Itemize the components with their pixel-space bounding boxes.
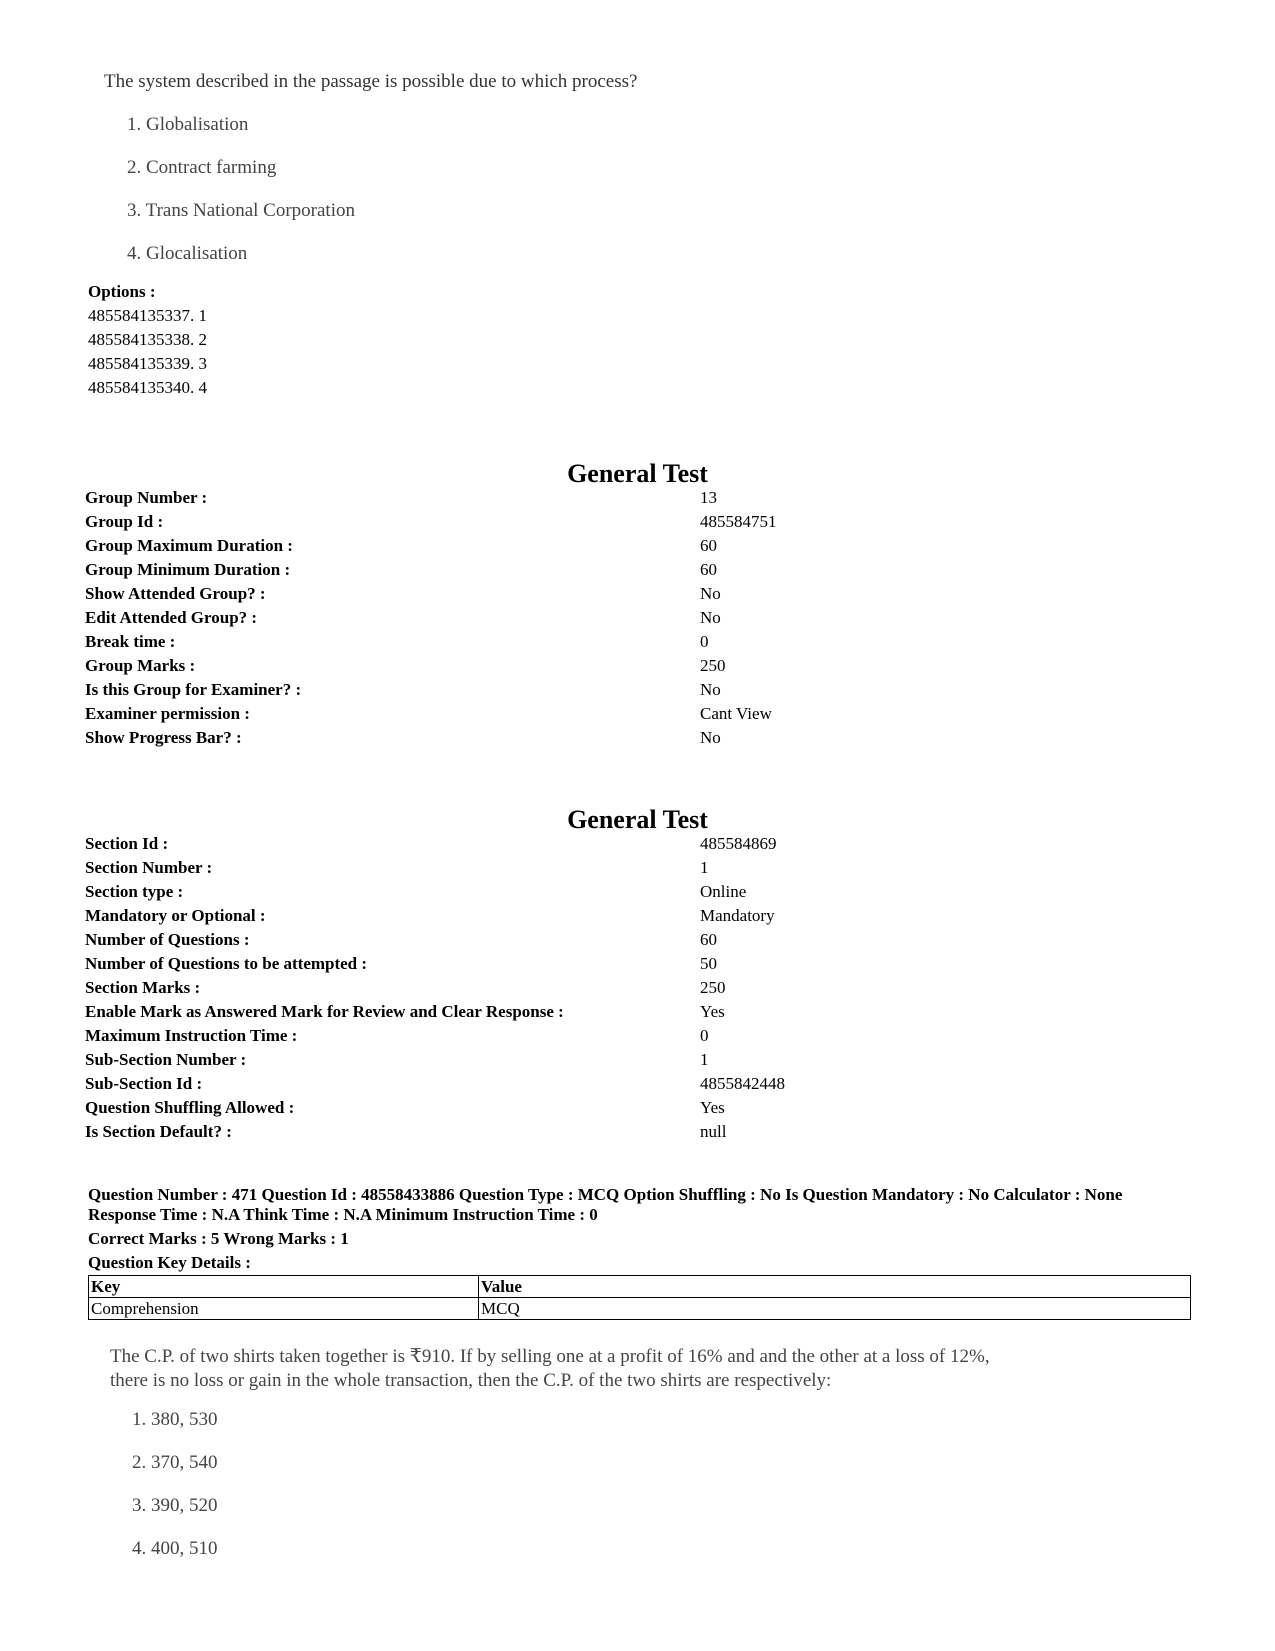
group-value: 485584751 bbox=[700, 512, 777, 531]
option-id-1: 485584135337. 1 bbox=[88, 306, 207, 325]
group-value: 13 bbox=[700, 488, 717, 507]
group-value: No bbox=[700, 584, 721, 603]
question2-choice-4: 4. 400, 510 bbox=[132, 1538, 218, 1559]
group-label: Break time : bbox=[85, 632, 176, 651]
group-value: No bbox=[700, 608, 721, 627]
question-marks: Correct Marks : 5 Wrong Marks : 1 bbox=[88, 1229, 349, 1248]
section-label: Number of Questions to be attempted : bbox=[85, 954, 368, 973]
question2-choice-2: 2. 370, 540 bbox=[132, 1452, 218, 1473]
table-header-row bbox=[89, 1276, 1191, 1298]
group-label: Is this Group for Examiner? : bbox=[85, 680, 302, 699]
question-key-details-heading: Question Key Details : bbox=[88, 1253, 251, 1272]
section-value: Yes bbox=[700, 1098, 725, 1117]
section-label: Question Shuffling Allowed : bbox=[85, 1098, 295, 1117]
section-label: Section Number : bbox=[85, 858, 213, 877]
group-label: Show Attended Group? : bbox=[85, 584, 266, 603]
option-id-2: 485584135338. 2 bbox=[88, 330, 207, 349]
group-label: Group Number : bbox=[85, 488, 208, 507]
question2-text: The C.P. of two shirts taken together is ₹910. If by selling one at a profit of 16% and and the other at a loss of 12%, there is no loss or gain in the whole transaction, then the C.P. of the two shirts are respectively: bbox=[110, 1346, 990, 1391]
question-key-table bbox=[88, 1275, 1191, 1320]
options-heading: Options : bbox=[88, 282, 156, 301]
section-label: Is Section Default? : bbox=[85, 1122, 232, 1141]
group-label: Group Maximum Duration : bbox=[85, 536, 293, 555]
section-value: 1 bbox=[700, 858, 709, 877]
option-id-4: 485584135340. 4 bbox=[88, 378, 207, 397]
question1-choice-2: 2. Contract farming bbox=[127, 157, 277, 178]
section-label: Enable Mark as Answered Mark for Review and Clear Response : bbox=[85, 1002, 564, 1021]
section-value: 60 bbox=[700, 930, 717, 949]
question1-text: The system described in the passage is possible due to which process? bbox=[104, 71, 638, 92]
group-value: No bbox=[700, 728, 721, 747]
group-label: Group Id : bbox=[85, 512, 164, 531]
section-label: Section Id : bbox=[85, 834, 169, 853]
question1-choice-1: 1. Globalisation bbox=[127, 114, 249, 135]
section-value: Mandatory bbox=[700, 906, 775, 925]
section-label: Sub-Section Number : bbox=[85, 1050, 247, 1069]
group-label: Group Minimum Duration : bbox=[85, 560, 291, 579]
section-value: 1 bbox=[700, 1050, 709, 1069]
section-value: 485584869 bbox=[700, 834, 777, 853]
group-value: No bbox=[700, 680, 721, 699]
question-meta-line2: Response Time : N.A Think Time : N.A Minimum Instruction Time : 0 bbox=[88, 1205, 598, 1224]
section-label: Maximum Instruction Time : bbox=[85, 1026, 298, 1045]
section-value: null bbox=[700, 1122, 727, 1141]
table-cell-key: Comprehension bbox=[89, 1298, 479, 1320]
section-value: 50 bbox=[700, 954, 717, 973]
group-value: 250 bbox=[700, 656, 726, 675]
section-label: Sub-Section Id : bbox=[85, 1074, 203, 1093]
question1-choice-4: 4. Glocalisation bbox=[127, 243, 248, 264]
option-id-3: 485584135339. 3 bbox=[88, 354, 207, 373]
section-label: Section Marks : bbox=[85, 978, 201, 997]
group-label: Edit Attended Group? : bbox=[85, 608, 258, 627]
section-label: Mandatory or Optional : bbox=[85, 906, 266, 925]
group-value: 60 bbox=[700, 536, 717, 555]
section-label: Section type : bbox=[85, 882, 184, 901]
group-value: 0 bbox=[700, 632, 709, 651]
question-meta-line1: Question Number : 471 Question Id : 48558433886 Question Type : MCQ Option Shuffling : No Is Question Mandatory : No Calculator : None bbox=[88, 1185, 1123, 1204]
question2-choice-1: 1. 380, 530 bbox=[132, 1409, 218, 1430]
table-cell-value: MCQ bbox=[479, 1298, 1191, 1320]
question1-choice-3: 3. Trans National Corporation bbox=[127, 200, 355, 221]
table-row bbox=[89, 1298, 1191, 1320]
group-value: 60 bbox=[700, 560, 717, 579]
section-value: Online bbox=[700, 882, 747, 901]
section-value: 0 bbox=[700, 1026, 709, 1045]
table-header-key: Key bbox=[89, 1276, 479, 1298]
section-value: 4855842448 bbox=[700, 1074, 785, 1093]
group-label: Group Marks : bbox=[85, 656, 196, 675]
question2-choice-3: 3. 390, 520 bbox=[132, 1495, 218, 1516]
table-header-value: Value bbox=[479, 1276, 1191, 1298]
section-title: General Test bbox=[567, 805, 708, 834]
section-label: Number of Questions : bbox=[85, 930, 250, 949]
group-label: Examiner permission : bbox=[85, 704, 250, 723]
section-value: Yes bbox=[700, 1002, 725, 1021]
group-label: Show Progress Bar? : bbox=[85, 728, 242, 747]
section-value: 250 bbox=[700, 978, 726, 997]
group-value: Cant View bbox=[700, 704, 772, 723]
group-title: General Test bbox=[567, 459, 708, 488]
